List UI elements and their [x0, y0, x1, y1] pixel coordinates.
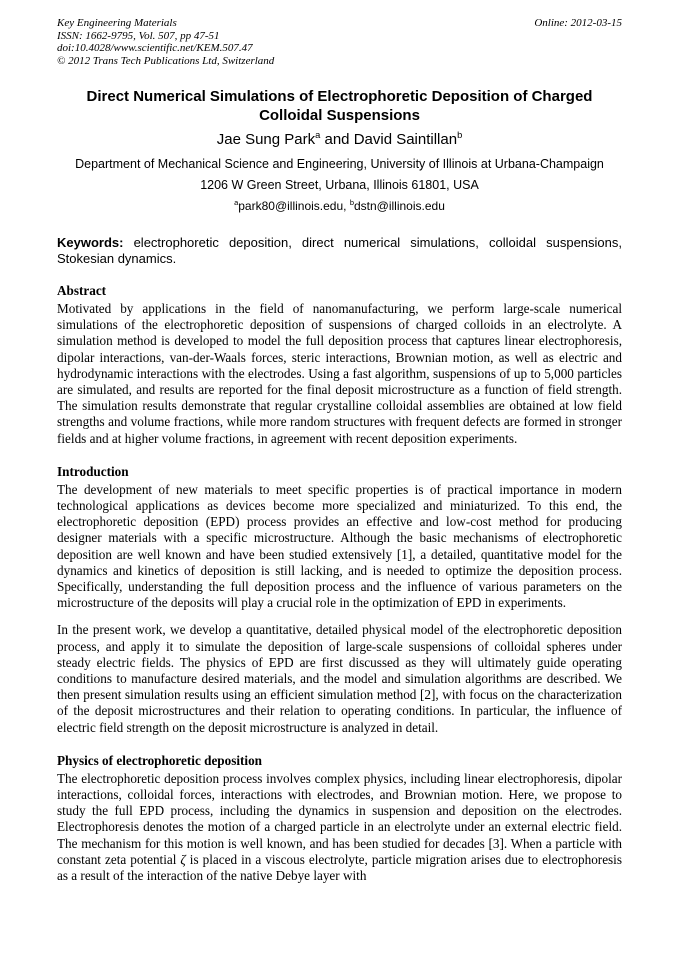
authors-line	[57, 131, 622, 149]
introduction-para-1: The development of new materials to meet specific properties is of practical importance in modern technological applications as devices become more specialized and miniaturized. To this end, the electrophoretic deposition (EPD) process provides an effective and low-cost method for producing designer materials with a specific microstructure. Although the basic mechanisms of electrophoretic deposition are well known and have been studied extensively [1], a detailed, quantitative model for the dynamics and kinetics of deposition is still lacking, and is needed to optimize the deposition process. Specifically, understanding the full deposition process and the influence of various parameters on the microstructure of the deposits will play a crucial role in the optimization of EPD in experiments.	[57, 481, 622, 611]
physics-heading: Physics of electrophoretic deposition	[57, 752, 262, 768]
email-2-superscript: b	[349, 198, 354, 207]
doi-line: doi:10.4028/www.scientific.net/KEM.507.47	[57, 42, 253, 54]
keywords-block	[57, 235, 622, 266]
journal-header	[57, 17, 622, 67]
emails-line	[57, 199, 622, 213]
issn-line: ISSN: 1662-9795, Vol. 507, pp 47-51	[57, 29, 220, 42]
email-1: park80@illinois.edu,	[238, 199, 350, 213]
journal-header-row	[57, 17, 622, 30]
online-date: Online: 2012-03-15	[534, 17, 622, 29]
introduction-heading: Introduction	[57, 463, 129, 479]
author-1: Jae Sung Park	[216, 131, 316, 148]
email-2: dstn@illinois.edu	[353, 199, 445, 213]
keywords-label: Keywords:	[57, 235, 124, 250]
abstract-heading: Abstract	[57, 283, 107, 298]
email-1-superscript: a	[234, 198, 239, 207]
physics-text-post: is placed in a viscous electrolyte, particle migration arises due to electrophoresis as a result of the interaction of the native Debye layer with	[57, 851, 622, 884]
author-1-superscript: a	[315, 130, 321, 140]
author-2: David Saintillan	[353, 131, 458, 148]
physics-para	[57, 771, 622, 884]
author-2-superscript: b	[457, 130, 463, 140]
journal-name: Key Engineering Materials	[57, 17, 177, 29]
authors-separator: and	[320, 131, 354, 148]
affiliation-line: Department of Mechanical Science and Engineering, University of Illinois at Urbana-Champaign	[75, 157, 604, 171]
copyright-line: © 2012 Trans Tech Publications Ltd, Switzerland	[57, 54, 275, 67]
keywords-text: electrophoretic deposition, direct numerical simulations, colloidal suspensions, Stokesian dynamics.	[57, 235, 622, 266]
zeta-symbol: ζ	[180, 851, 186, 867]
paper-title: Direct Numerical Simulations of Electrophoretic Deposition of Charged Colloidal Suspensions	[86, 88, 593, 124]
introduction-para-2: In the present work, we develop a quantitative, detailed physical model of the electrophoretic deposition process, and apply it to simulate the deposition of large-scale suspensions of colloidal spheres under steady electric fields. The physics of EPD are first discussed as they will ultimately guide operating conditions to manufacture desired materials, and the model and simulation algorithms are described. We then present simulation results using an efficient simulation method [2], with focus on the characterization of the deposit microstructures and their relation to operating conditions. In particular, the influence of electric field strength on the deposit microstructure is analyzed in detail.	[57, 622, 622, 735]
physics-text-pre: The electrophoretic deposition process involves complex physics, including linear electrophoresis, dipolar interactions, colloidal forces, interactions with electrodes, and Brownian motion. Here, we propose to study the full EPD process, including the dynamics in suspension and deposition on the electrodes. Electrophoresis denotes the motion of a charged particle in an electrolyte under an external electric field. The mechanism for this motion is well known, and has been studied for decades [3]. When a particle with constant zeta potential	[57, 770, 622, 867]
address-line: 1206 W Green Street, Urbana, Illinois 61801, USA	[200, 178, 479, 192]
abstract-body: Motivated by applications in the field of nanomanufacturing, we perform large-scale numerical simulations of the electrophoretic deposition of suspensions of charged colloids in an electrolyte. A simulation method is developed to model the full deposition process that captures linear electrophoresis, dipolar interactions, van-der-Waals forces, steric interactions, Brownian motion, as well as electric and hydrodynamic interactions with the electrodes. Using a fast algorithm, suspensions of up to 5,000 particles are simulated, and results are reported for the final deposit microstructure as a function of field strength. The simulation results demonstrate that regular crystalline colloidal assemblies are obtained at low field strengths and volume fractions, while more random structures with frequent defects are formed in stronger fields and at higher volume fractions, in agreement with recent deposition experiments.	[57, 301, 622, 446]
